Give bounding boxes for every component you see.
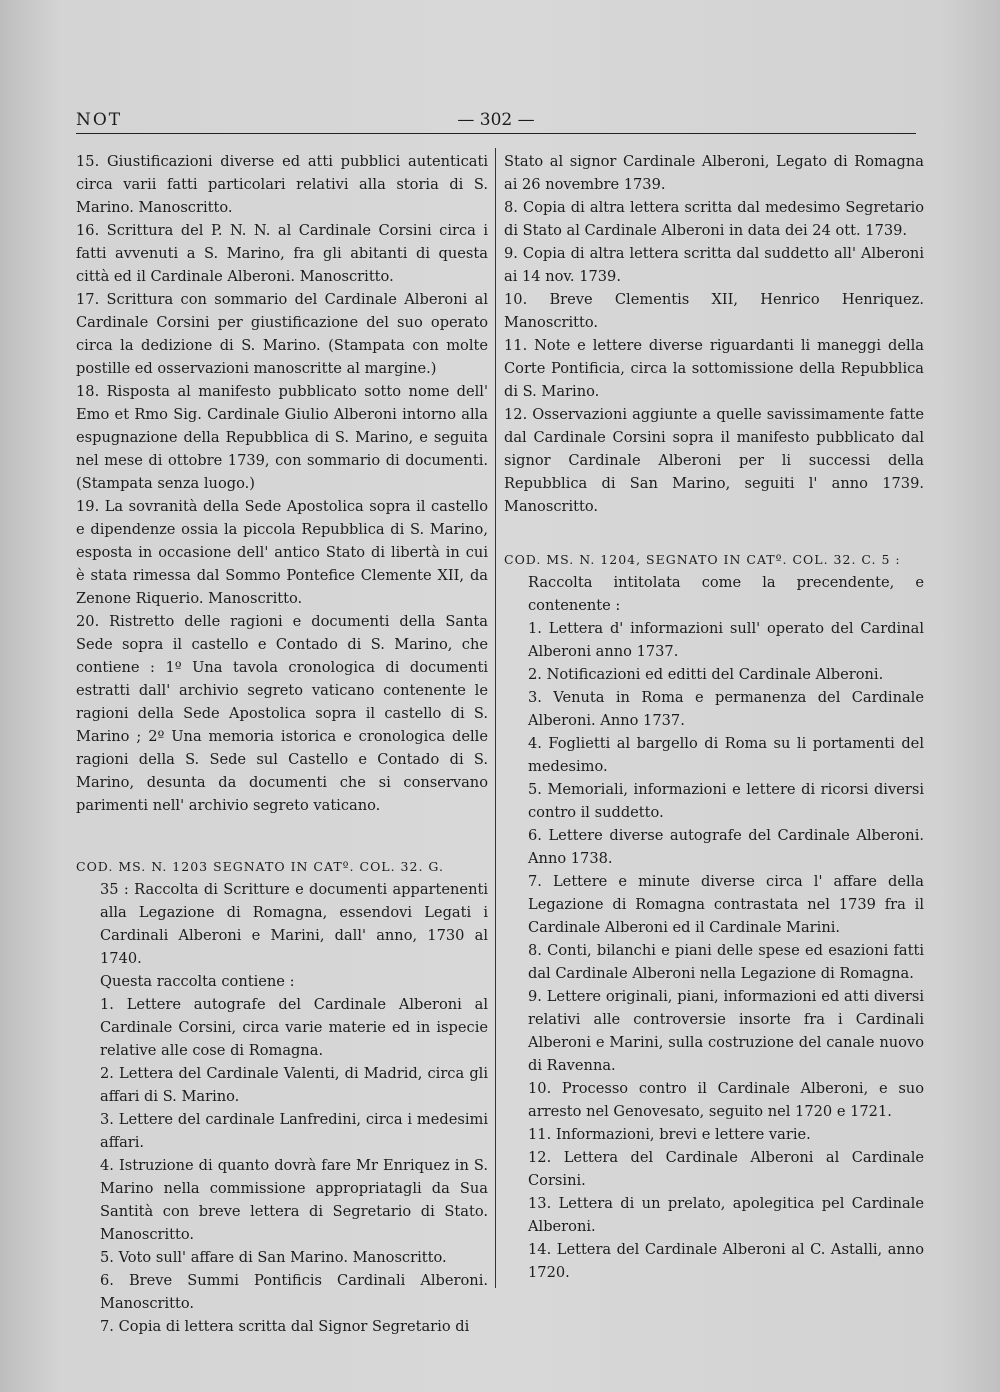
codex-description: 35 : Raccolta di Scritture e documenti appartenenti alla Legazione di Romagna, essendovi Legati i Cardinali Alberoni e Marini, dall' anno, 1730 al 1740. <box>100 881 488 967</box>
continuation-text: Stato al signor Cardinale Alberoni, Legato di Romagna ai 26 novembre 1739. <box>504 153 924 193</box>
list-item: 11. Informazioni, brevi e lettere varie. <box>528 1126 811 1143</box>
list-item: 14. Lettera del Cardinale Alberoni al C. Astalli, anno 1720. <box>528 1241 924 1281</box>
codex-description: Raccolta intitolata come la precendente, e contenente : <box>528 574 924 614</box>
list-item: 7. Copia di lettera scritta dal Signor Segretario di <box>100 1318 470 1335</box>
header-rule <box>76 133 916 134</box>
list-item: 2. Lettera del Cardinale Valenti, di Madrid, circa gli affari di S. Marino. <box>100 1065 488 1105</box>
list-item: 10. Breve Clementis XII, Henrico Henriquez. Manoscritto. <box>504 291 924 331</box>
list-item: 2. Notificazioni ed editti del Cardinale Alberoni. <box>528 666 884 683</box>
list-item: 7. Lettere e minute diverse circa l' affare della Legazione di Romagna contrastata nel 1739 fra il Cardinale Alberoni ed il Cardinale Marini. <box>528 873 924 936</box>
list-item: 6. Lettere diverse autografe del Cardinale Alberoni. Anno 1738. <box>528 827 924 867</box>
page-number: — 302 — <box>457 110 535 130</box>
list-item: 8. Conti, bilanchi e piani delle spese ed esazioni fatti dal Cardinale Alberoni nella Legazione di Romagna. <box>528 942 924 982</box>
codex-intro: Questa raccolta contiene : <box>100 973 295 990</box>
list-item: 4. Istruzione di quanto dovrà fare Mr Enriquez in S. Marino nella commissione appropriatagli da Sua Santità con breve lettera di Segretario di Stato. Manoscritto. <box>100 1157 488 1243</box>
list-item: 12. Osservazioni aggiunte a quelle savissimamente fatte dal Cardinale Corsini sopra il manifesto pubblicato dal signor Cardinale Alberoni per li successi della Repubblica di San Marino, seguiti l' anno 1739. Manoscritto. <box>504 406 924 515</box>
left-column <box>76 150 488 1338</box>
section-gap <box>504 518 924 548</box>
codex-heading: COD. MS. N. 1204, SEGNATO IN CATº. COL. 32. C. 5 : <box>504 552 901 567</box>
running-head-left: NOT <box>76 110 123 130</box>
list-item: 10. Processo contro il Cardinale Alberoni, e suo arresto nel Genovesato, seguito nel 1720 e 1721. <box>528 1080 924 1120</box>
list-item: 3. Venuta in Roma e permanenza del Cardinale Alberoni. Anno 1737. <box>528 689 924 729</box>
list-item: 16. Scrittura del P. N. N. al Cardinale Corsini circa i fatti avvenuti a S. Marino, fra gli abitanti di questa città ed il Cardinale Alberoni. Manoscritto. <box>76 222 488 285</box>
list-item: 12. Lettera del Cardinale Alberoni al Cardinale Corsini. <box>528 1149 924 1189</box>
list-item: 1. Lettera d' informazioni sull' operato del Cardinal Alberoni anno 1737. <box>528 620 924 660</box>
codex-heading: COD. MS. N. 1203 SEGNATO IN CATº. COL. 32. G. <box>76 859 444 874</box>
list-item: 1. Lettere autografe del Cardinale Alberoni al Cardinale Corsini, circa varie materie ed in ispecie relative alle cose di Romagna. <box>100 996 488 1059</box>
column-divider <box>495 148 496 1288</box>
list-item: 8. Copia di altra lettera scritta dal medesimo Segretario di Stato al Cardinale Alberoni in data dei 24 ott. 1739. <box>504 199 924 239</box>
list-item: 15. Giustificazioni diverse ed atti pubblici autenticati circa varii fatti particolari relativi alla storia di S. Marino. Manoscritto. <box>76 153 488 216</box>
list-item: 13. Lettera di un prelato, apolegitica pel Cardinale Alberoni. <box>528 1195 924 1235</box>
list-item: 18. Risposta al manifesto pubblicato sotto nome dell' Emo et Rmo Sig. Cardinale Giulio Alberoni intorno alla espugnazione della Repubblica di S. Marino, e seguita nel mese di ottobre 1739, con sommario di documenti. (Stampata senza luogo.) <box>76 383 488 492</box>
section-gap <box>76 817 488 855</box>
list-item: 9. Copia di altra lettera scritta dal suddetto all' Alberoni ai 14 nov. 1739. <box>504 245 924 285</box>
right-column <box>504 150 924 1284</box>
list-item: 4. Foglietti al bargello di Roma su li portamenti del medesimo. <box>528 735 924 775</box>
list-item: 6. Breve Summi Pontificis Cardinali Alberoni. Manoscritto. <box>100 1272 488 1312</box>
list-item: 9. Lettere originali, piani, informazioni ed atti diversi relativi alle controversie insorte fra i Cardinali Alberoni e Marini, sulla costruzione del canale nuovo di Ravenna. <box>528 988 924 1074</box>
list-item: 3. Lettere del cardinale Lanfredini, circa i medesimi affari. <box>100 1111 488 1151</box>
list-item: 19. La sovranità della Sede Apostolica sopra il castello e dipendenze ossia la piccola Repubblica di S. Marino, esposta in occasione dell' antico Stato di libertà in cui è stata rimessa dal Sommo Pontefice Clemente XII, da Zenone Riquerio. Manoscritto. <box>76 498 488 607</box>
list-item: 11. Note e lettere diverse riguardanti li maneggi della Corte Pontificia, circa la sottomissione della Repubblica di S. Marino. <box>504 337 924 400</box>
list-item: 5. Memoriali, informazioni e lettere di ricorsi diversi contro il suddetto. <box>528 781 924 821</box>
list-item: 5. Voto sull' affare di San Marino. Manoscritto. <box>100 1249 447 1266</box>
list-item: 17. Scrittura con sommario del Cardinale Alberoni al Cardinale Corsini per giustificazione del suo operato circa la dedizione di S. Marino. (Stampata con molte postille ed osservazioni manoscritte al margine.) <box>76 291 488 377</box>
list-item: 20. Ristretto delle ragioni e documenti della Santa Sede sopra il castello e Contado di S. Marino, che contiene : 1º Una tavola cronologica di documenti estratti dall' archivio segreto vaticano contenente le ragioni della Sede Apostolica sopra il castello di S. Marino ; 2º Una memoria istorica e cronologica delle ragioni della S. Sede sul Castello e Contado di S. Marino, desunta da documenti che si conservano parimenti nell' archivio segreto vaticano. <box>76 613 488 814</box>
